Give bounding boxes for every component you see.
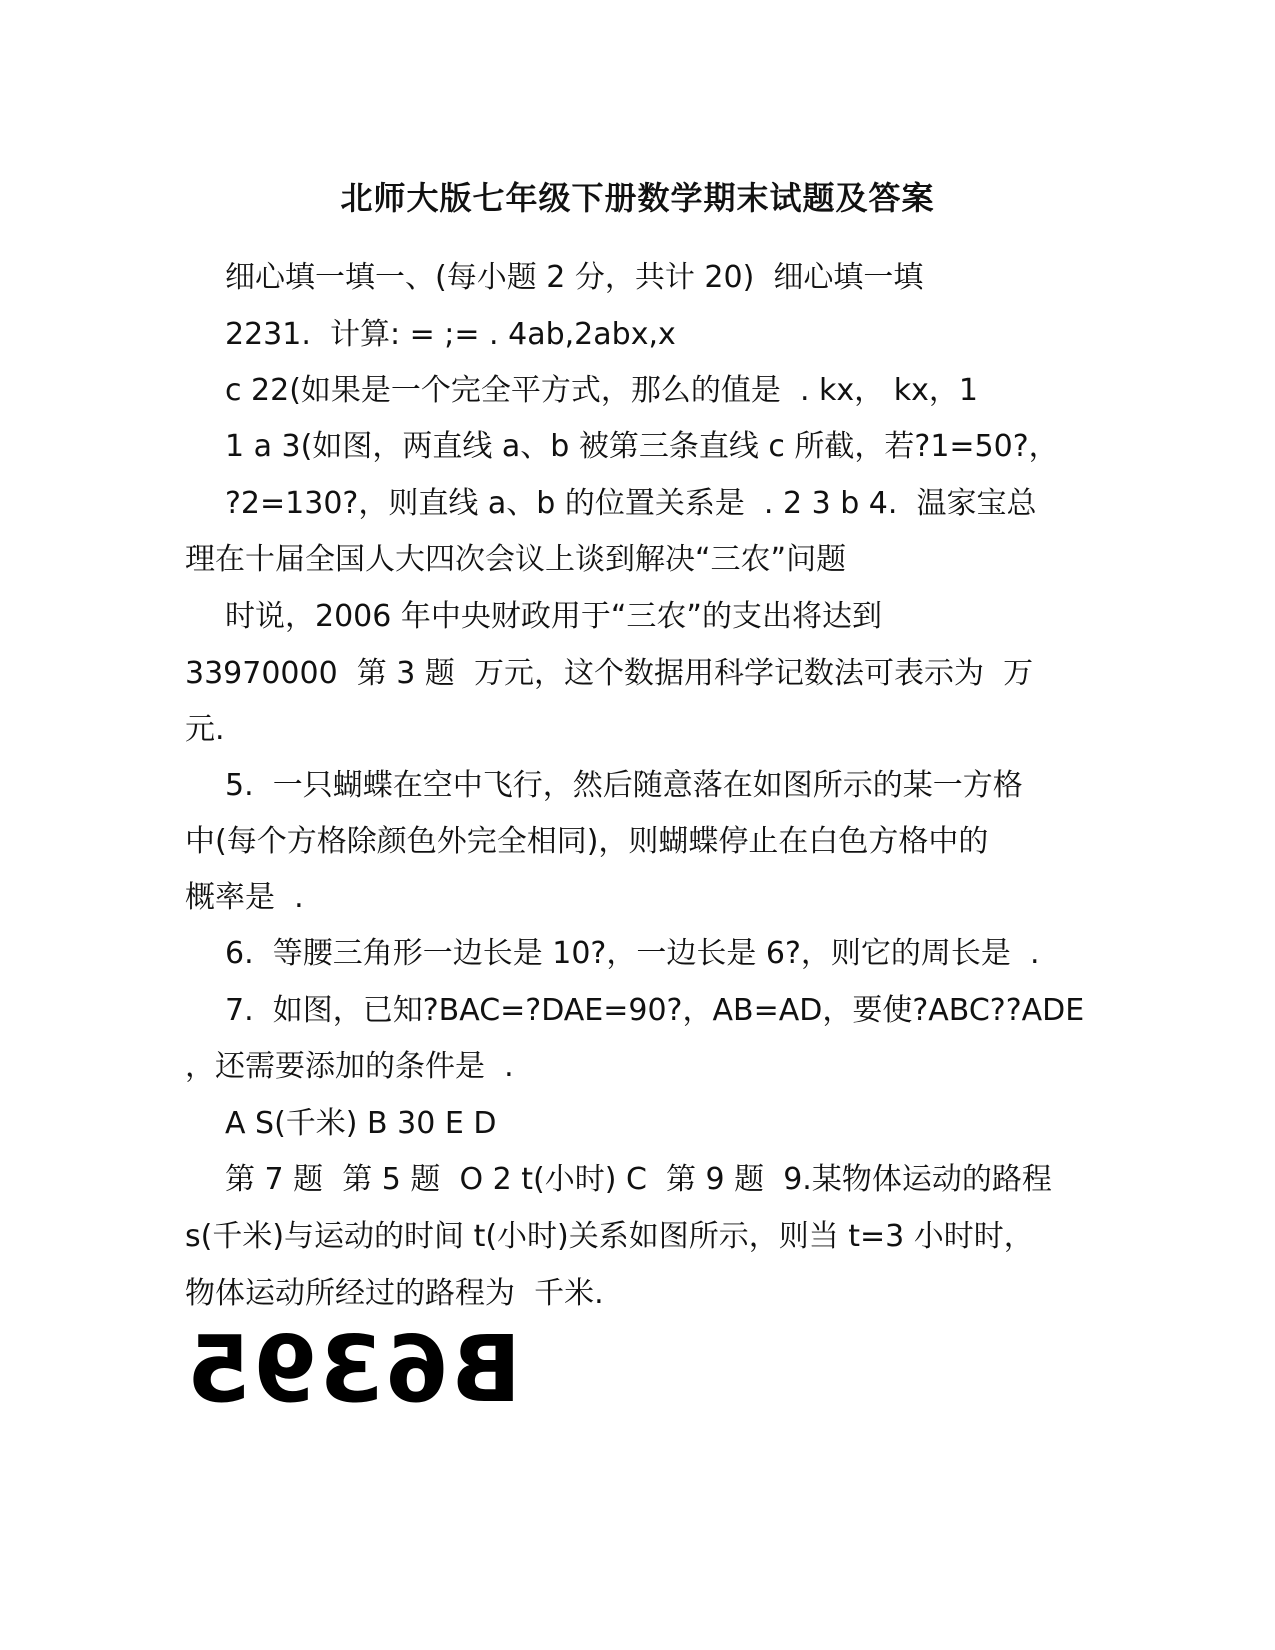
text-line: 时说，2006 年中央财政用于“三农”的支出将达到 [225, 599, 882, 634]
text-line: 元. [185, 712, 225, 747]
text-line: 中(每个方格除颜色外完全相同)，则蝴蝶停止在白色方格中的 [185, 824, 989, 859]
text-line: 5. 一只蝴蝶在空中飞行，然后随意落在如图所示的某一方格 [225, 768, 1023, 803]
text-line: ，还需要添加的条件是 . [185, 1049, 514, 1084]
text-line: 33970000 第 3 题 万元，这个数据用科学记数法可表示为 万 [185, 656, 1034, 691]
document-title: 北师大版七年级下册数学期末试题及答案 [340, 179, 935, 217]
mirrored-stamp-text: B6395 [185, 1316, 522, 1423]
text-line: 第 7 题 第 5 题 O 2 t(小时) C 第 9 题 9.某物体运动的路程 [225, 1162, 1052, 1197]
text-line: 细心填一填一、(每小题 2 分，共计 20) 细心填一填 [225, 260, 924, 295]
text-line: 2231. 计算: = ;= . 4ab,2abx,x [225, 317, 676, 352]
text-line: c 22(如果是一个完全平方式，那么的值是 . kx， kx，1 [225, 373, 978, 408]
text-line: A S(千米) B 30 E D [225, 1106, 497, 1141]
text-line: 物体运动所经过的路程为 千米. [185, 1276, 604, 1311]
text-line: 理在十届全国人大四次会议上谈到解决“三农”问题 [185, 542, 847, 577]
text-line: s(千米)与运动的时间 t(小时)关系如图所示，则当 t=3 小时时， [185, 1219, 1034, 1254]
text-line: 概率是 . [185, 880, 304, 915]
mirrored-stamp [185, 1316, 522, 1423]
text-line: ?2=130?，则直线 a、b 的位置关系是 . 2 3 b 4. 温家宝总 [225, 486, 1037, 521]
text-line: 6. 等腰三角形一边长是 10?，一边长是 6?，则它的周长是 . [225, 936, 1040, 971]
text-line: 7. 如图，已知?BAC=?DAE=90?，AB=AD，要使?ABC??ADE [225, 993, 1085, 1028]
text-line: 1 a 3(如图，两直线 a、b 被第三条直线 c 所截，若?1=50?， [225, 429, 1059, 464]
